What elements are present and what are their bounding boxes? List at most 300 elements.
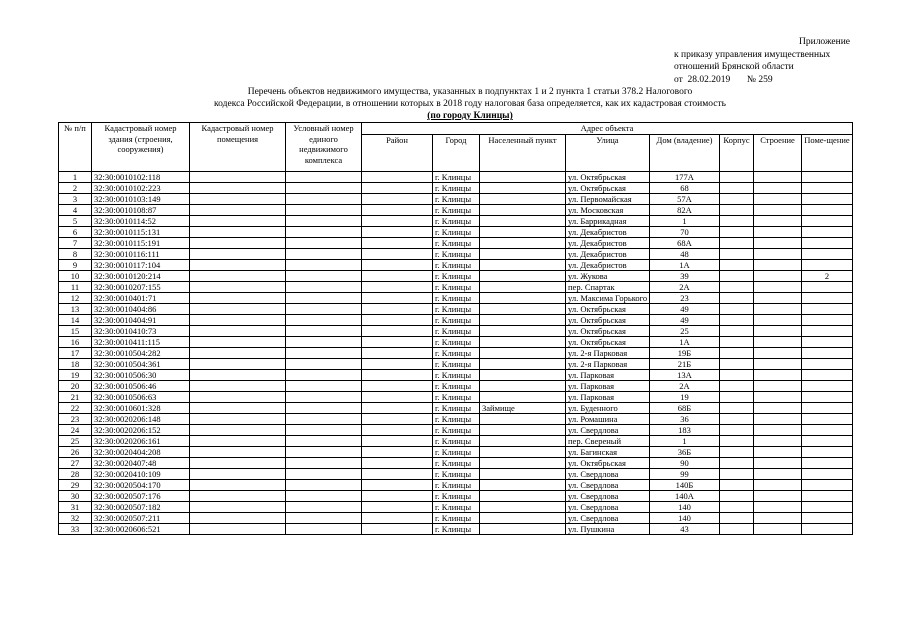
cell-district [362, 512, 433, 523]
cell-settlement [480, 358, 566, 369]
cell-building [754, 248, 802, 259]
cell-settlement [480, 171, 566, 182]
cell-settlement [480, 336, 566, 347]
cell-house: 49 [650, 303, 720, 314]
cell-settlement [480, 193, 566, 204]
cell-korpus [720, 303, 754, 314]
cell-room [802, 468, 853, 479]
cell-city: г. Клинцы [433, 402, 480, 413]
cell-room [802, 182, 853, 193]
cell-house: 90 [650, 457, 720, 468]
cell-cadastral-room [190, 325, 286, 336]
cell-room [802, 380, 853, 391]
cell-settlement [480, 204, 566, 215]
cell-building [754, 391, 802, 402]
cell-district [362, 523, 433, 534]
cell-room [802, 523, 853, 534]
cell-street: ул. Первомайская [566, 193, 650, 204]
cell-building [754, 292, 802, 303]
cell-conditional-number [286, 347, 362, 358]
cell-street: ул. Декабристов [566, 259, 650, 270]
cell-street: ул. Парковая [566, 380, 650, 391]
cell-district [362, 501, 433, 512]
cell-street: ул. Свердлова [566, 501, 650, 512]
cell-settlement: Займище [480, 402, 566, 413]
cell-room [802, 325, 853, 336]
cell-district [362, 413, 433, 424]
cell-settlement [480, 468, 566, 479]
cell-korpus [720, 490, 754, 501]
cell-conditional-number [286, 215, 362, 226]
cell-cadastral-room [190, 303, 286, 314]
cell-settlement [480, 523, 566, 534]
cell-house: 183 [650, 424, 720, 435]
table-row [59, 347, 853, 358]
cell-row-number: 17 [59, 347, 92, 358]
cell-korpus [720, 413, 754, 424]
cell-street: ул. Октябрьская [566, 314, 650, 325]
cell-house: 49 [650, 314, 720, 325]
cell-house: 1 [650, 215, 720, 226]
cell-conditional-number [286, 479, 362, 490]
cell-building [754, 468, 802, 479]
cell-street: ул. Свердлова [566, 479, 650, 490]
cell-district [362, 468, 433, 479]
cell-cadastral-room [190, 501, 286, 512]
cell-city: г. Клинцы [433, 413, 480, 424]
cell-building [754, 237, 802, 248]
cell-row-number: 26 [59, 446, 92, 457]
cell-conditional-number [286, 270, 362, 281]
cell-conditional-number [286, 226, 362, 237]
cell-settlement [480, 281, 566, 292]
cell-cadastral-number: 32:30:0010102:223 [92, 182, 190, 193]
cell-row-number: 15 [59, 325, 92, 336]
cell-settlement [480, 380, 566, 391]
cell-house: 25 [650, 325, 720, 336]
cell-cadastral-number: 32:30:0010114:52 [92, 215, 190, 226]
cell-district [362, 281, 433, 292]
cell-room [802, 204, 853, 215]
cell-cadastral-room [190, 380, 286, 391]
cell-settlement [480, 182, 566, 193]
cell-korpus [720, 523, 754, 534]
cell-building [754, 501, 802, 512]
cell-street: ул. Свердлова [566, 424, 650, 435]
cell-cadastral-room [190, 512, 286, 523]
cell-cadastral-room [190, 292, 286, 303]
cell-city: г. Клинцы [433, 435, 480, 446]
cell-settlement [480, 457, 566, 468]
cell-street: ул. Октябрьская [566, 182, 650, 193]
cell-building [754, 512, 802, 523]
cell-cadastral-number: 32:30:0020206:152 [92, 424, 190, 435]
cell-city: г. Клинцы [433, 468, 480, 479]
cell-row-number: 13 [59, 303, 92, 314]
cell-district [362, 490, 433, 501]
cell-settlement [480, 270, 566, 281]
cell-korpus [720, 171, 754, 182]
header-city: Город [433, 134, 480, 171]
cell-korpus [720, 292, 754, 303]
cell-district [362, 215, 433, 226]
cell-korpus [720, 468, 754, 479]
cell-building [754, 523, 802, 534]
cell-room [802, 369, 853, 380]
cell-street: пер. Спартак [566, 281, 650, 292]
cell-district [362, 193, 433, 204]
cell-street: ул. 2-я Парковая [566, 358, 650, 369]
cell-building [754, 303, 802, 314]
cell-building [754, 226, 802, 237]
cell-settlement [480, 226, 566, 237]
cell-house: 70 [650, 226, 720, 237]
cell-city: г. Клинцы [433, 358, 480, 369]
cell-room [802, 215, 853, 226]
header-address: Адрес объекта [362, 123, 853, 135]
cell-settlement [480, 215, 566, 226]
cell-city: г. Клинцы [433, 259, 480, 270]
cell-cadastral-room [190, 479, 286, 490]
cell-conditional-number [286, 435, 362, 446]
table-row [59, 204, 853, 215]
cell-house: 39 [650, 270, 720, 281]
cell-house: 68А [650, 237, 720, 248]
cell-row-number: 33 [59, 523, 92, 534]
cell-conditional-number [286, 325, 362, 336]
cell-room [802, 336, 853, 347]
cell-cadastral-number: 32:30:0010115:131 [92, 226, 190, 237]
cell-settlement [480, 248, 566, 259]
cell-house: 48 [650, 248, 720, 259]
date-prefix: от [674, 74, 683, 85]
cell-building [754, 402, 802, 413]
cell-room [802, 237, 853, 248]
cell-house: 68Б [650, 402, 720, 413]
cell-street: ул. Октябрьская [566, 325, 650, 336]
cell-korpus [720, 402, 754, 413]
cell-cadastral-room [190, 281, 286, 292]
cell-building [754, 182, 802, 193]
cell-korpus [720, 347, 754, 358]
cell-settlement [480, 292, 566, 303]
cell-settlement [480, 314, 566, 325]
table-row [59, 237, 853, 248]
table-row [59, 325, 853, 336]
cell-cadastral-number: 32:30:0010504:361 [92, 358, 190, 369]
appendix-date-line [674, 74, 850, 87]
header-num: № п/п [59, 123, 92, 172]
cell-room [802, 226, 853, 237]
cell-korpus [720, 325, 754, 336]
cell-korpus [720, 248, 754, 259]
header-house: Дом (владение) [650, 134, 720, 171]
cell-district [362, 479, 433, 490]
cell-conditional-number [286, 457, 362, 468]
order-number: № 259 [746, 74, 773, 85]
cell-room [802, 292, 853, 303]
cell-street: ул. Парковая [566, 369, 650, 380]
cell-settlement [480, 391, 566, 402]
cell-city: г. Клинцы [433, 303, 480, 314]
cell-street: ул. Октябрьская [566, 457, 650, 468]
cell-conditional-number [286, 501, 362, 512]
cell-room [802, 435, 853, 446]
cell-cadastral-room [190, 468, 286, 479]
table-row [59, 182, 853, 193]
cell-korpus [720, 358, 754, 369]
table-row [59, 523, 853, 534]
cell-house: 177А [650, 171, 720, 182]
table-row [59, 358, 853, 369]
cell-row-number: 7 [59, 237, 92, 248]
cell-settlement [480, 501, 566, 512]
cell-cadastral-number: 32:30:0010601:328 [92, 402, 190, 413]
cell-conditional-number [286, 303, 362, 314]
cell-cadastral-room [190, 259, 286, 270]
cell-house: 140Б [650, 479, 720, 490]
cell-row-number: 21 [59, 391, 92, 402]
cell-row-number: 18 [59, 358, 92, 369]
header-row [59, 123, 853, 135]
cell-house: 43 [650, 523, 720, 534]
cell-conditional-number [286, 391, 362, 402]
cell-building [754, 281, 802, 292]
cell-room [802, 171, 853, 182]
cell-row-number: 30 [59, 490, 92, 501]
cell-cadastral-number: 32:30:0010120:214 [92, 270, 190, 281]
cell-cadastral-number: 32:30:0010404:91 [92, 314, 190, 325]
cell-cadastral-number: 32:30:0020606:521 [92, 523, 190, 534]
cell-building [754, 446, 802, 457]
table-row [59, 292, 853, 303]
cell-cadastral-room [190, 248, 286, 259]
cell-city: г. Клинцы [433, 347, 480, 358]
table-row [59, 402, 853, 413]
cell-district [362, 270, 433, 281]
cell-house: 57А [650, 193, 720, 204]
cell-city: г. Клинцы [433, 391, 480, 402]
cell-cadastral-room [190, 182, 286, 193]
table-row [59, 226, 853, 237]
cell-korpus [720, 380, 754, 391]
cell-row-number: 29 [59, 479, 92, 490]
cell-conditional-number [286, 204, 362, 215]
header-korpus: Корпус [720, 134, 754, 171]
cell-city: г. Клинцы [433, 171, 480, 182]
cell-conditional-number [286, 182, 362, 193]
cell-street: ул. Баррикадная [566, 215, 650, 226]
cell-district [362, 435, 433, 446]
cell-conditional-number [286, 468, 362, 479]
cell-korpus [720, 501, 754, 512]
cell-house: 19 [650, 391, 720, 402]
cell-cadastral-room [190, 237, 286, 248]
cell-room [802, 391, 853, 402]
appendix-label: Приложение [799, 37, 850, 47]
cell-row-number: 19 [59, 369, 92, 380]
cell-building [754, 336, 802, 347]
table-row [59, 314, 853, 325]
header-district: Район [362, 134, 433, 171]
cell-cadastral-number: 32:30:0020410:109 [92, 468, 190, 479]
cell-street: ул. Свердлова [566, 512, 650, 523]
cell-korpus [720, 237, 754, 248]
cell-cadastral-room [190, 369, 286, 380]
cell-city: г. Клинцы [433, 215, 480, 226]
cell-city: г. Клинцы [433, 292, 480, 303]
cell-korpus [720, 281, 754, 292]
cell-building [754, 171, 802, 182]
cell-house: 99 [650, 468, 720, 479]
cell-building [754, 204, 802, 215]
table-row [59, 446, 853, 457]
cell-settlement [480, 435, 566, 446]
cell-street: пер. Свереный [566, 435, 650, 446]
cell-conditional-number [286, 314, 362, 325]
cell-district [362, 424, 433, 435]
cell-district [362, 325, 433, 336]
table-row [59, 248, 853, 259]
cell-conditional-number [286, 413, 362, 424]
cell-settlement [480, 347, 566, 358]
cell-room [802, 248, 853, 259]
header-conditional-number: Условный номер единого недвижимого комплекса [286, 123, 362, 172]
cell-row-number: 12 [59, 292, 92, 303]
cell-district [362, 226, 433, 237]
cell-house: 82А [650, 204, 720, 215]
cell-cadastral-number: 32:30:0010506:46 [92, 380, 190, 391]
cell-room [802, 347, 853, 358]
cell-city: г. Клинцы [433, 325, 480, 336]
cell-cadastral-number: 32:30:0020507:182 [92, 501, 190, 512]
cell-district [362, 171, 433, 182]
cell-district [362, 336, 433, 347]
cell-cadastral-number: 32:30:0010411:115 [92, 336, 190, 347]
cell-cadastral-number: 32:30:0020507:211 [92, 512, 190, 523]
cell-cadastral-number: 32:30:0010504:282 [92, 347, 190, 358]
table-row [59, 457, 853, 468]
cell-room [802, 193, 853, 204]
cell-city: г. Клинцы [433, 490, 480, 501]
cell-building [754, 193, 802, 204]
header-street: Улица [566, 134, 650, 171]
cell-city: г. Клинцы [433, 479, 480, 490]
cell-settlement [480, 303, 566, 314]
table-row [59, 270, 853, 281]
title-line-2: кодекса Российской Федерации, в отношении которых в 2018 году налоговая база определяется, как их кадастровая стоимость [214, 99, 726, 109]
cell-city: г. Клинцы [433, 369, 480, 380]
cell-building [754, 270, 802, 281]
document-title [150, 86, 790, 122]
cell-settlement [480, 237, 566, 248]
cell-cadastral-room [190, 490, 286, 501]
cell-house: 1 [650, 435, 720, 446]
cell-street: ул. Октябрьская [566, 303, 650, 314]
table-row [59, 468, 853, 479]
cell-cadastral-room [190, 314, 286, 325]
table-row [59, 424, 853, 435]
cell-conditional-number [286, 380, 362, 391]
cell-conditional-number [286, 402, 362, 413]
cell-row-number: 25 [59, 435, 92, 446]
cell-korpus [720, 424, 754, 435]
cell-district [362, 237, 433, 248]
cell-conditional-number [286, 490, 362, 501]
cell-street: ул. Буденного [566, 402, 650, 413]
table-row [59, 512, 853, 523]
cell-cadastral-room [190, 215, 286, 226]
cell-building [754, 424, 802, 435]
cell-cadastral-number: 32:30:0010116:111 [92, 248, 190, 259]
cell-district [362, 380, 433, 391]
cell-cadastral-number: 32:30:0020404:208 [92, 446, 190, 457]
cell-row-number: 20 [59, 380, 92, 391]
cell-row-number: 27 [59, 457, 92, 468]
cell-korpus [720, 314, 754, 325]
cell-conditional-number [286, 171, 362, 182]
cell-conditional-number [286, 248, 362, 259]
cell-building [754, 490, 802, 501]
cell-room: 2 [802, 270, 853, 281]
appendix-order-line: к приказу управления имущественных [674, 49, 831, 60]
cell-conditional-number [286, 523, 362, 534]
cell-city: г. Клинцы [433, 182, 480, 193]
cell-house: 140 [650, 512, 720, 523]
order-date: 28.02.2019 [687, 74, 731, 85]
cell-cadastral-number: 32:30:0010506:63 [92, 391, 190, 402]
cell-house: 140А [650, 490, 720, 501]
cell-street: ул. Свердлова [566, 468, 650, 479]
cell-conditional-number [286, 336, 362, 347]
cell-settlement [480, 325, 566, 336]
cell-row-number: 24 [59, 424, 92, 435]
cell-korpus [720, 435, 754, 446]
cell-korpus [720, 204, 754, 215]
cell-conditional-number [286, 259, 362, 270]
cell-street: ул. Октябрьская [566, 171, 650, 182]
cell-cadastral-room [190, 391, 286, 402]
cell-room [802, 413, 853, 424]
cell-korpus [720, 479, 754, 490]
table-row [59, 303, 853, 314]
table-row [59, 501, 853, 512]
cell-district [362, 402, 433, 413]
cell-cadastral-number: 32:30:0010102:118 [92, 171, 190, 182]
cell-city: г. Клинцы [433, 281, 480, 292]
cell-district [362, 303, 433, 314]
cell-row-number: 10 [59, 270, 92, 281]
cell-cadastral-room [190, 171, 286, 182]
cell-street: ул. Ромашина [566, 413, 650, 424]
cell-settlement [480, 424, 566, 435]
cell-cadastral-number: 32:30:0020407:48 [92, 457, 190, 468]
cell-district [362, 446, 433, 457]
cell-house: 23 [650, 292, 720, 303]
cell-row-number: 9 [59, 259, 92, 270]
cell-room [802, 490, 853, 501]
cell-building [754, 314, 802, 325]
cell-cadastral-number: 32:30:0010506:30 [92, 369, 190, 380]
cell-row-number: 11 [59, 281, 92, 292]
cell-row-number: 23 [59, 413, 92, 424]
cell-building [754, 457, 802, 468]
cell-cadastral-room [190, 424, 286, 435]
table-row [59, 391, 853, 402]
cell-korpus [720, 369, 754, 380]
cell-settlement [480, 490, 566, 501]
cell-city: г. Клинцы [433, 523, 480, 534]
